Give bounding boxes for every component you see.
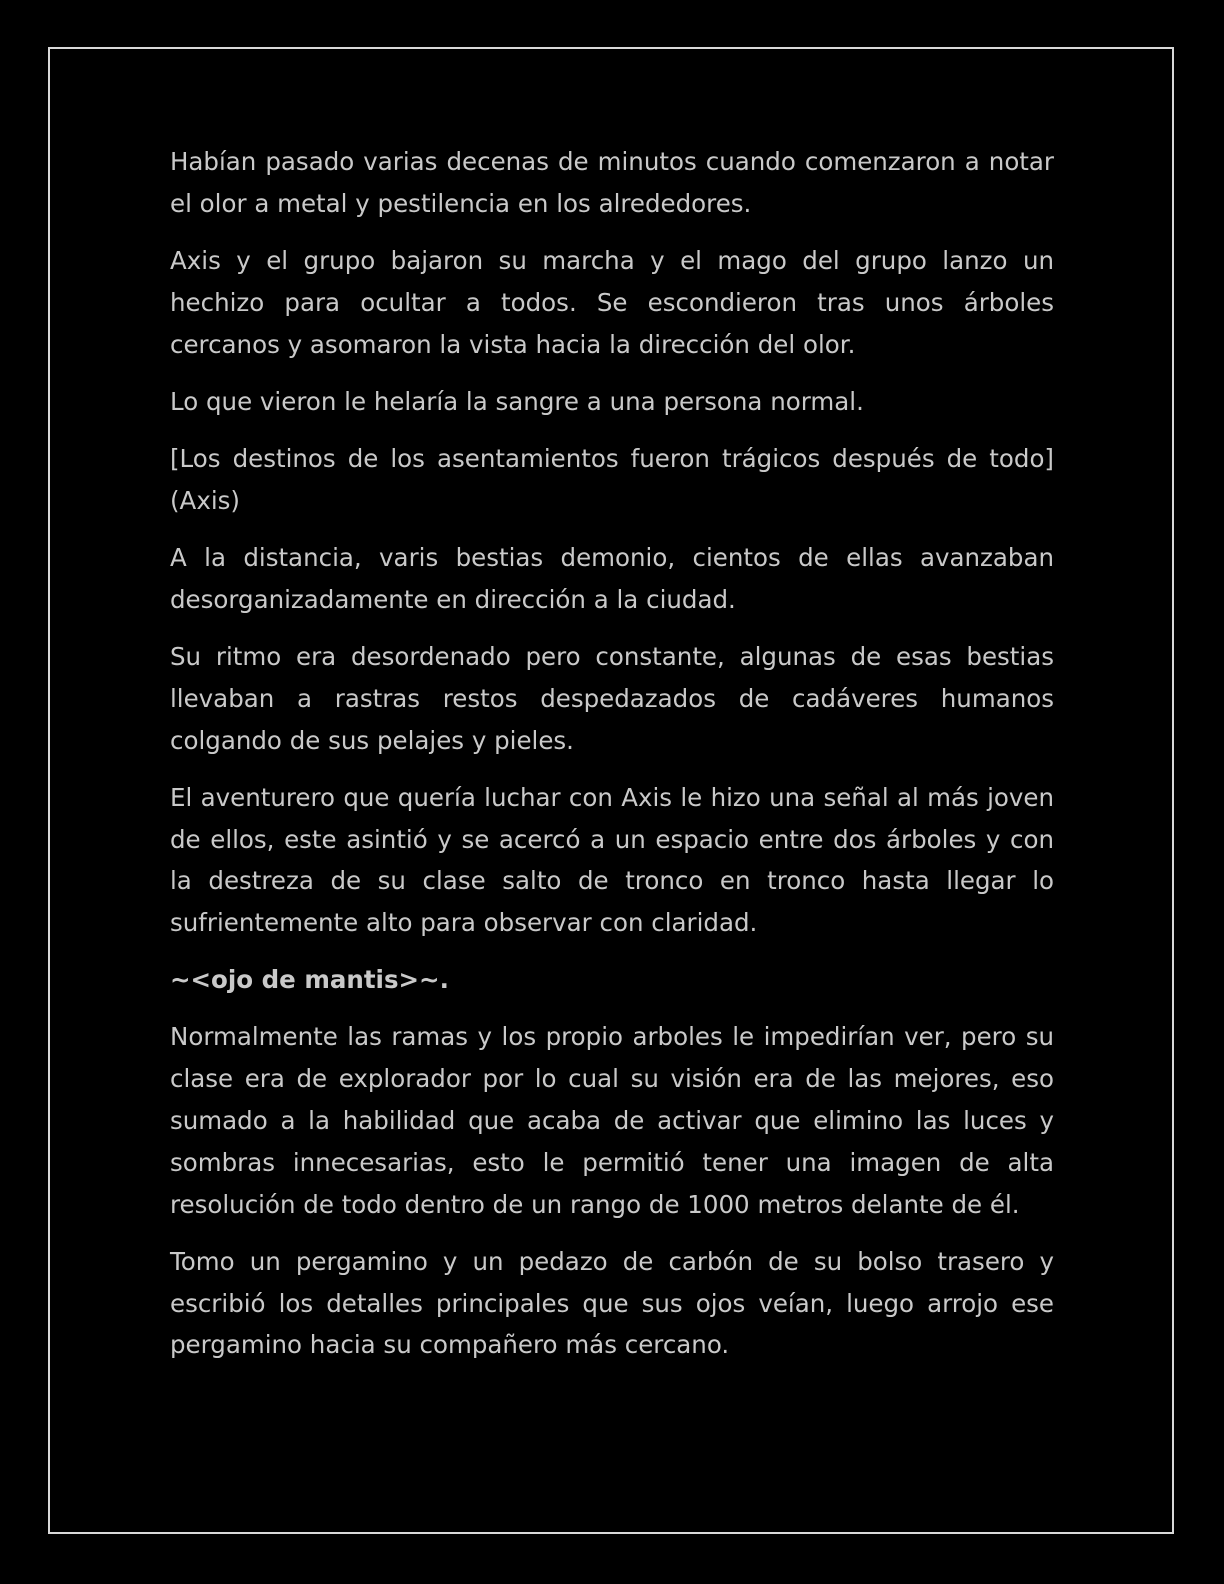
paragraph-5: A la distancia, varis bestias demonio, cientos de ellas avanzaban desorganizadamente en dirección a la ciudad. bbox=[170, 542, 1054, 614]
paragraph-6: Su ritmo era desordenado pero constante, algunas de esas bestias llevaban a rastras restos despedazados de cadáveres humanos colgando de sus pelajes y pieles. bbox=[170, 641, 1054, 755]
document-body bbox=[170, 141, 1054, 1382]
paragraph-1: Habían pasado varias decenas de minutos cuando comenzaron a notar el olor a metal y pestilencia en los alrededores. bbox=[170, 147, 1054, 218]
paragraph-4: [Los destinos de los asentamientos fueron trágicos después de todo] (Axis) bbox=[170, 443, 1054, 515]
paragraph-9: Normalmente las ramas y los propio arboles le impedirían ver, pero su clase era de explorador por lo cual su visión era de las mejores, eso sumado a la habilidad que acaba de activar que elimino las luces y sombras innecesarias, esto le permitió tener una imagen de alta resolución de todo dentro de un rango de 1000 metros delante de él. bbox=[170, 1022, 1054, 1219]
paragraph-7: El aventurero que quería luchar con Axis le hizo una señal al más joven de ellos, este asintió y se acercó a un espacio entre dos árboles y con la destreza de su clase salto de tronco en tronco hasta llegar lo sufrientemente alto para observar con claridad. bbox=[170, 782, 1054, 938]
paragraph-10: Tomo un pergamino y un pedazo de carbón de su bolso trasero y escribió los detalles principales que sus ojos veían, luego arrojo ese pergamino hacia su compañero más cercano. bbox=[170, 1246, 1054, 1360]
paragraph-2: Axis y el grupo bajaron su marcha y el mago del grupo lanzo un hechizo para ocultar a todos. Se escondieron tras unos árboles cercanos y asomaron la vista hacia la dirección del olor. bbox=[170, 245, 1054, 359]
skill-name-line: ~<ojo de mantis>~. bbox=[170, 965, 449, 995]
paragraph-3: Lo que vieron le helaría la sangre a una persona normal. bbox=[170, 386, 864, 416]
